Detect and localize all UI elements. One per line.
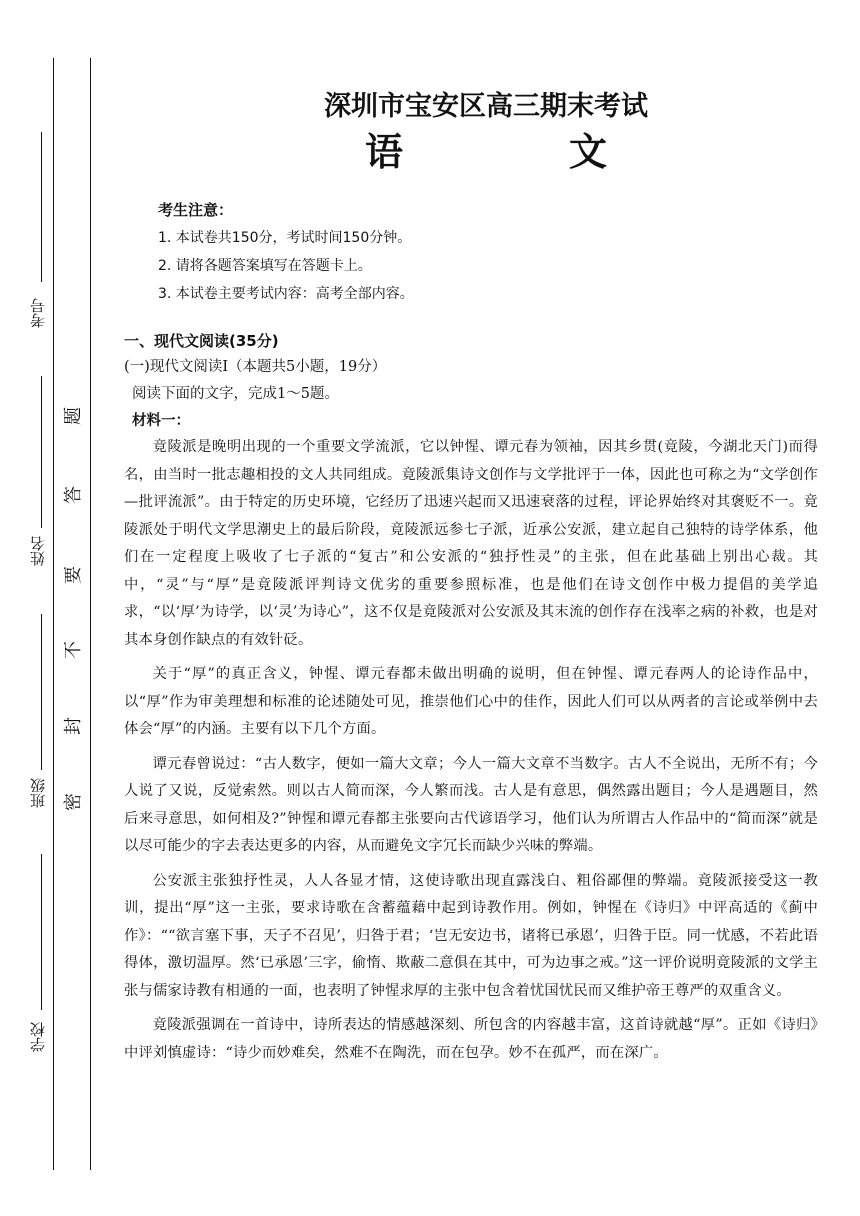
notice-item: 2. 请将各题答案填写在答题卡上。 <box>158 258 372 274</box>
binding-margin <box>0 0 100 1216</box>
subsection-heading: (一)现代文阅读Ⅰ（本题共5小题，19分） <box>124 359 387 375</box>
passage-paragraph: 公安派主张独抒性灵，人人各显才情，这使诗歌出现直露浅白、粗俗鄙俚的弊端。竟陵派接受这一教训，提出“厚”这一主张，要求诗歌在含蓄蕴藉中起到诗教作用。例如，钟惺在《诗归》中评高适的《蓟中作》：““欲言塞下事，天子不召见’，归咎于君；‘岂无安边书，诸将已承恩’，归咎于臣。同一忧感，不若此语得体，激切温厚。然‘已承恩’三字，偷惰、欺蔽二意俱在其中，可为边事之戒。”这一评价说明竟陵派的文学主张与儒家诗教有相通的一面，也表明了钟惺求厚的主张中包含着忧国忧民而又维护帝王尊严的双重含义。 <box>124 872 818 999</box>
name-blank[interactable] <box>41 376 42 528</box>
binding-line-inner <box>90 58 91 1170</box>
notice-item: 1. 本试卷共150分，考试时间150分钟。 <box>158 230 412 246</box>
passage-paragraph: 关于“厚”的真正含义，钟惺、谭元春都未做出明确的说明，但在钟惺、谭元春两人的论诗作品中，以“厚”作为审美理想和标准的论述随处可见，推崇他们心中的佳作，因此人们可以从两者的言论或举例中去体会“厚”的内涵。主要有以下几个方面。 <box>124 666 818 737</box>
seal-char: 题 <box>63 407 84 425</box>
notice-title: 考生注意： <box>158 201 234 219</box>
name-label: 姓名 <box>29 536 47 566</box>
reading-instruction: 阅读下面的文字，完成1～5题。 <box>132 386 339 402</box>
seal-char: 封 <box>63 717 84 735</box>
seal-char: 不 <box>63 641 84 659</box>
candidate-notice <box>124 196 818 308</box>
seal-char: 密 <box>63 793 84 811</box>
passage-paragraph: 谭元春曾说过：“古人数字，便如一篇大文章；今人一篇大文章不当数字。古人不全说出，无所不有；今人说了又说，反觉索然。则以古人简而深，今人繁而浅。古人是有意思，偶然露出题目；今人是遇题目，然后来寻意思，如何相及?”钟惺和谭元春都主张要向古代谚语学习，他们认为所谓古人作品中的“简而深”就是以尽可能少的字去表达更多的内容，从而避免文字冗长而缺少兴味的弊端。 <box>124 755 818 854</box>
seal-char: 要 <box>63 566 84 584</box>
school-label: 学校 <box>29 1022 47 1052</box>
exam-title: 深圳市宝安区高三期末考试 <box>324 91 648 122</box>
seal-char: 答 <box>63 486 84 504</box>
binding-line-outer <box>53 58 54 1170</box>
section-heading: 一、现代文阅读(35分) <box>124 332 279 350</box>
exam-content <box>124 90 818 1074</box>
class-label: 班级 <box>29 778 47 808</box>
school-blank[interactable] <box>41 854 42 1010</box>
passage-paragraph: 竟陵派强调在一首诗中，诗所表达的情感越深刻、所包含的内容越丰富，这首诗就越“厚”。正如《诗归》中评刘慎虚诗：“诗少而妙难矣，然难不在陶洗，而在包孕。妙不在孤严，而在深广。 <box>124 1017 818 1061</box>
notice-item: 3. 本试卷主要考试内容：高考全部内容。 <box>158 286 414 302</box>
class-blank[interactable] <box>41 614 42 770</box>
passage-paragraph: 竟陵派是晚明出现的一个重要文学流派，它以钟惺、谭元春为领袖，因其乡贯(竟陵，今湖北天门)而得名，由当时一批志趣相投的文人共同组成。竟陵派集诗文创作与文学批评于一体，因此也可称之为“文学创作—批评流派”。由于特定的历史环境，它经历了迅速兴起而又迅速衰落的过程，评论界始终对其褒贬不一。竟陵派处于明代文学思潮史上的最后阶段，竟陵派远参七子派，近承公安派，建立起自己独特的诗学体系，他们在一定程度上吸收了七子派的“复古”和公安派的“独抒性灵”的主张，但在此基础上别出心裁。其中，“灵”与“厚”是竟陵派评判诗文优劣的重要参照标准，也是他们在诗文创作中极力提倡的美学追求，“以‘厚’为诗学，以‘灵’为诗心”，这不仅是竟陵派对公安派及其末流的创作存在浅率之病的补救，也是对其本身创作缺点的有效针砭。 <box>124 439 818 648</box>
exam-number-blank[interactable] <box>41 132 42 282</box>
exam-number-label: 考号 <box>29 298 47 328</box>
subject-title: 语 文 <box>364 130 671 174</box>
material-title: 材料一： <box>132 413 190 429</box>
